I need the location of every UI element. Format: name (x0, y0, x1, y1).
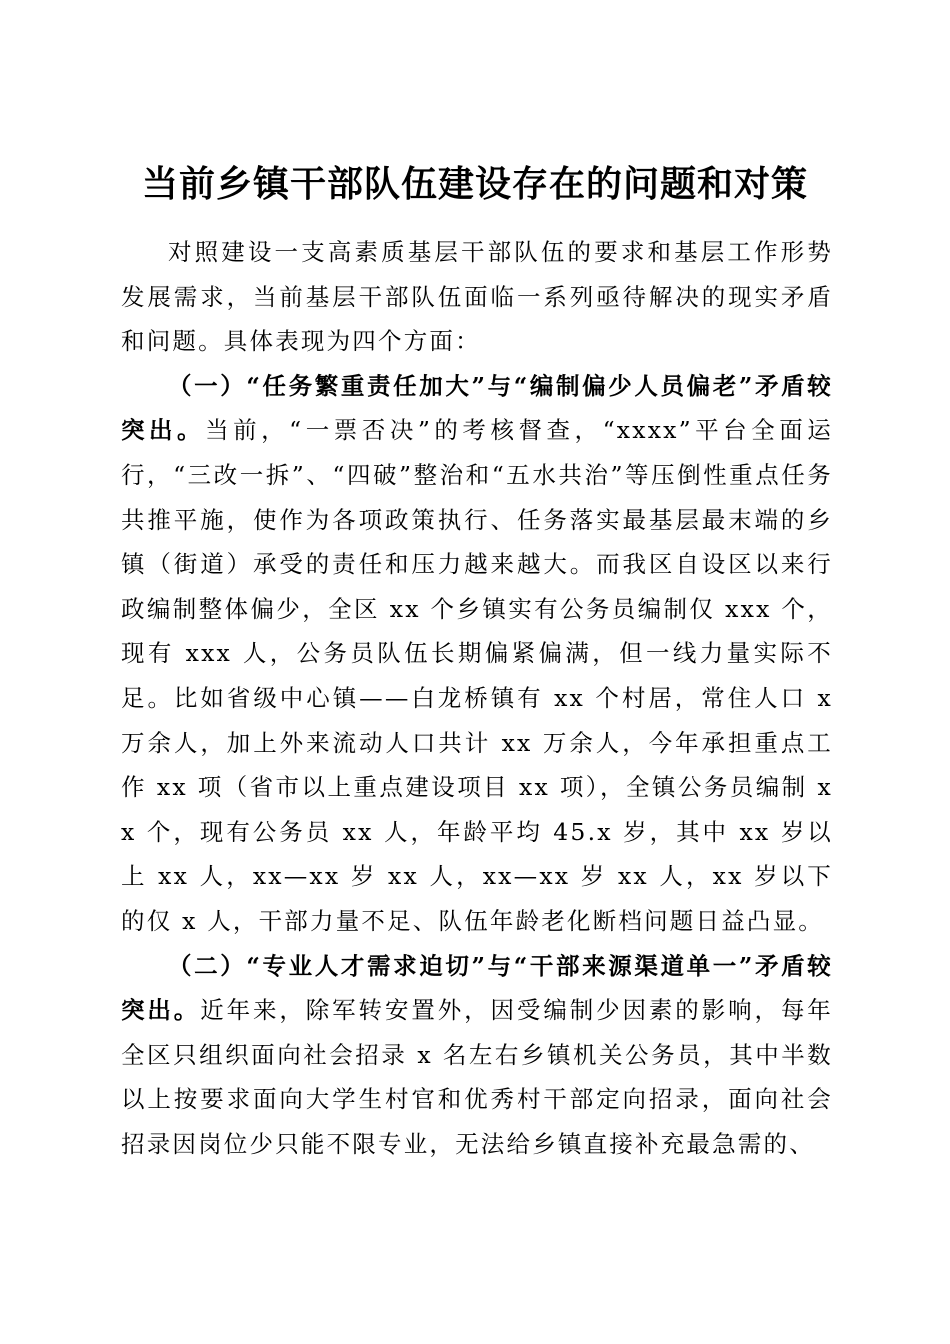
document-body (121, 230, 833, 1166)
section-2-heading: （二）“专业人才需求迫切”与“干部来源渠道单一”矛盾较突出。 (121, 951, 833, 1025)
paragraph-section-1 (121, 364, 833, 944)
paragraph-text: 对照建设一支高素质基层干部队伍的要求和基层工作形势发展需求，当前基层干部队伍面临一系列亟待解决的现实矛盾和问题。具体表现为四个方面： (121, 238, 833, 356)
paragraph-text: 近年来，除军转安置外，因受编制少因素的影响，每年全区只组织面向社会招录 x 名左右乡镇机关公务员，其中半数以上按要求面向大学生村官和优秀村干部定向招录，面向社会招录因岗位少只能不限专业，无法给乡镇直接补充最急需的、 (121, 996, 833, 1158)
document-title: 当前乡镇干部队伍建设存在的问题和对策 (141, 163, 808, 206)
paragraph-text: 当前，“一票否决”的考核督查，“xxxx”平台全面运行，“三改一拆”、“四破”整治和“五水共治”等压倒性重点任务共推平施，使作为各项政策执行、任务落实最基层最末端的乡镇（街道）承受的责任和压力越来越大。而我区自设区以来行政编制整体偏少，全区 xx 个乡镇实有公务员编制仅 xxx 个，现有 xxx 人，公务员队伍长期偏紧偏满，但一线力量实际不足。比如省级中心镇——白龙桥镇有 xx 个村居，常住人口 x 万余人，加上外来流动人口共计 xx 万余人，今年承担重点工作 xx 项（省市以上重点建设项目 xx 项），全镇公务员编制 xx 个，现有公务员 xx 人，年龄平均 45.x 岁，其中 xx 岁以上 xx 人，xx—xx 岁 xx 人，xx—xx 岁 xx 人，xx 岁以下的仅 x 人，干部力量不足、队伍年龄老化断档问题日益凸显。 (121, 416, 833, 935)
section-1-heading: （一）“任务繁重责任加大”与“编制偏少人员偏老”矛盾较突出。 (121, 371, 833, 445)
paragraph-section-2 (121, 944, 833, 1167)
paragraph-intro (121, 230, 833, 364)
